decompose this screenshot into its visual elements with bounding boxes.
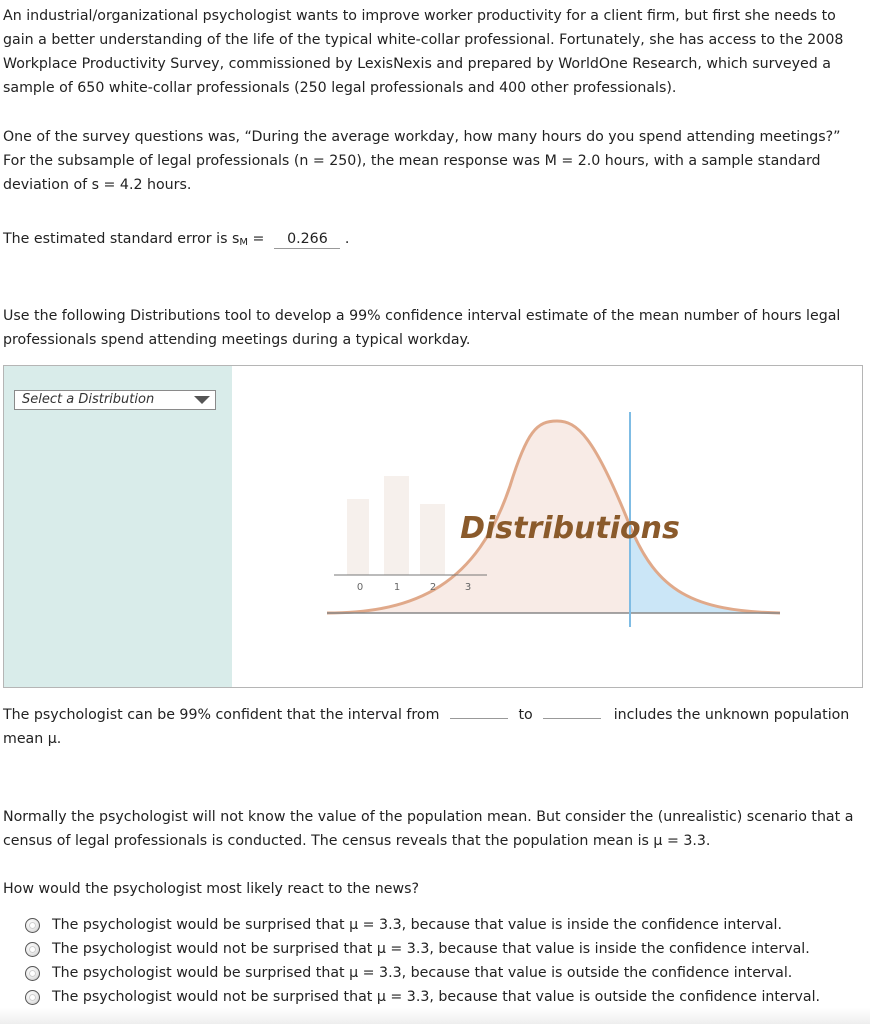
confidence-interval-line xyxy=(3,703,865,751)
axis-tick-label: 0 xyxy=(356,582,364,593)
answer-options xyxy=(25,913,820,1009)
axis-tick-label: 2 xyxy=(429,582,437,593)
radio-button[interactable] xyxy=(25,990,40,1005)
tool-instruction-paragraph: Use the following Distributions tool to develop a 99% confidence interval estimate of the mean number of hours legal professionals spend attending meetings during a typical workday. xyxy=(3,308,841,348)
answer-option[interactable] xyxy=(25,937,820,961)
distributions-splash-graphic xyxy=(232,366,862,687)
confidence-prefix: The psychologist can be 99% confident that the interval from xyxy=(3,707,440,723)
answer-option-label[interactable]: The psychologist would be surprised that μ = 3.3, because that value is outside the confidence interval. xyxy=(52,965,793,981)
confidence-suffix: includes the unknown population mean μ. xyxy=(3,707,850,747)
confidence-to: to xyxy=(518,707,533,723)
answer-option[interactable] xyxy=(25,961,820,985)
standard-error-subscript: M xyxy=(239,237,249,248)
upper-bound-input[interactable] xyxy=(543,718,601,719)
standard-error-period: . xyxy=(340,231,350,247)
standard-error-answer[interactable]: 0.266 xyxy=(274,230,340,249)
tool-control-panel xyxy=(4,366,232,687)
radio-button[interactable] xyxy=(25,966,40,981)
intro-paragraph: An industrial/organizational psychologist wants to improve worker productivity for a client firm, but first she needs to gain a better understanding of the life of the typical white-collar professional. Fortunately, she has access to the 2008 Workplace Productivity Survey, commissioned by LexisNexis and prepared by WorldOne Research, which surveyed a sample of 650 white-collar professionals (250 legal professionals and 400 other professionals). xyxy=(3,8,844,96)
distribution-select-label: Select a Distribution xyxy=(22,392,155,407)
lower-bound-input[interactable] xyxy=(450,718,508,719)
distributions-logo: Distributions xyxy=(460,511,680,546)
survey-question-paragraph: One of the survey questions was, “During the average workday, how many hours do you spend attending meetings?” For the subsample of legal professionals (n = 250), the mean response was M = 2.0 hours, with a sample standard deviation of s = 4.2 hours. xyxy=(3,129,841,193)
answer-option[interactable] xyxy=(25,985,820,1009)
splash-bar xyxy=(420,504,445,575)
splash-bar xyxy=(347,499,369,575)
standard-error-label: The estimated standard error is s xyxy=(3,231,240,247)
distributions-tool[interactable] xyxy=(3,365,863,688)
page-bottom-edge xyxy=(0,1008,870,1024)
distribution-select[interactable] xyxy=(14,390,216,410)
answer-option-label[interactable]: The psychologist would be surprised that μ = 3.3, because that value is inside the confidence interval. xyxy=(52,917,782,933)
axis-tick-label: 1 xyxy=(393,582,401,593)
radio-button[interactable] xyxy=(25,942,40,957)
census-paragraph: Normally the psychologist will not know the value of the population mean. But consider the (unrealistic) scenario that a census of legal professionals is conducted. The census reveals that the population mean is μ = 3.3. xyxy=(3,809,854,849)
splash-bar xyxy=(384,476,409,575)
standard-error-equals: = xyxy=(248,231,265,247)
answer-option-label[interactable]: The psychologist would not be surprised that μ = 3.3, because that value is outside the confidence interval. xyxy=(52,989,821,1005)
answer-option-label[interactable]: The psychologist would not be surprised that μ = 3.3, because that value is inside the confidence interval. xyxy=(52,941,810,957)
chevron-down-icon[interactable] xyxy=(194,396,210,404)
axis-tick-label: 3 xyxy=(464,582,472,593)
answer-option[interactable] xyxy=(25,913,820,937)
radio-button[interactable] xyxy=(25,918,40,933)
reaction-question: How would the psychologist most likely react to the news? xyxy=(3,881,420,897)
standard-error-line xyxy=(3,227,865,255)
